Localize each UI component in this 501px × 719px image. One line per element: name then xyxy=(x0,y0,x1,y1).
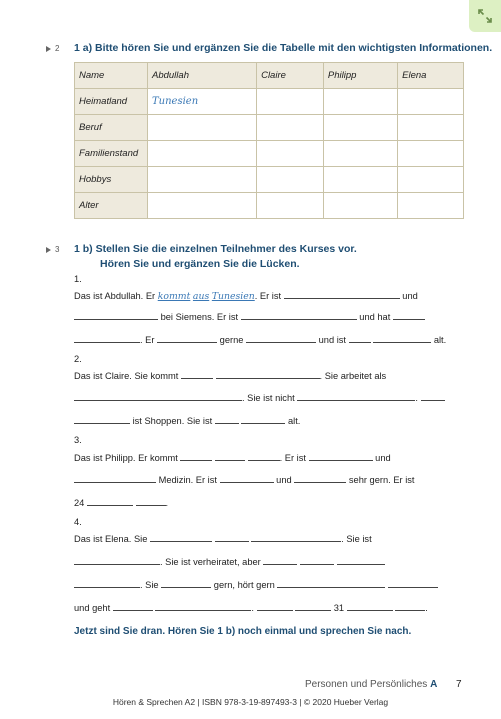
answer-blank[interactable] xyxy=(373,332,431,343)
answer-blank[interactable] xyxy=(257,600,293,611)
column-header: Claire xyxy=(257,63,324,89)
row-header: Familienstand xyxy=(75,141,148,167)
paragraph-number: 3. xyxy=(74,435,82,445)
answer-blank[interactable] xyxy=(215,450,245,461)
answer-blank[interactable] xyxy=(347,600,393,611)
row-header: Heimatland xyxy=(75,89,148,115)
table-cell[interactable] xyxy=(257,141,324,167)
audio-track-marker[interactable]: 3 xyxy=(46,245,59,254)
answer-blank[interactable] xyxy=(155,600,251,611)
answer-blank[interactable] xyxy=(393,309,425,320)
table-cell[interactable] xyxy=(148,167,257,193)
answer-blank[interactable] xyxy=(215,413,239,424)
row-header: Alter xyxy=(75,193,148,219)
column-header: Elena xyxy=(398,63,464,89)
answer-blank[interactable] xyxy=(248,450,280,461)
closing-instruction: Jetzt sind Sie dran. Hören Sie 1 b) noch einmal und sprechen Sie nach. xyxy=(74,626,412,637)
answer-blank[interactable] xyxy=(337,554,385,565)
answer-blank[interactable] xyxy=(215,531,249,542)
section-letter: A xyxy=(430,679,438,690)
answer-blank[interactable] xyxy=(113,600,153,611)
exercise-1b-heading: 1 b) Stellen Sie die einzelnen Teilnehmer des Kurses vor. xyxy=(74,243,357,255)
answer-blank[interactable] xyxy=(216,368,320,379)
answer-blank[interactable] xyxy=(136,495,166,506)
answer-blank[interactable] xyxy=(150,531,212,542)
table-row xyxy=(75,89,464,115)
answer-blank[interactable] xyxy=(74,309,158,320)
table-row xyxy=(75,193,464,219)
expand-icon xyxy=(478,9,492,23)
text-line: und geht . 31 . xyxy=(74,600,469,614)
table-cell[interactable] xyxy=(257,89,324,115)
text-line: . Sie gern, hört gern xyxy=(74,577,469,591)
table-cell[interactable] xyxy=(398,115,464,141)
answer-blank[interactable] xyxy=(74,390,242,401)
answer-blank[interactable] xyxy=(395,600,425,611)
answer-blank[interactable] xyxy=(157,332,217,343)
table-cell[interactable] xyxy=(323,167,397,193)
answer-blank[interactable] xyxy=(349,332,371,343)
answer-blank[interactable] xyxy=(241,309,357,320)
answer-blank[interactable] xyxy=(220,472,274,483)
table-cell[interactable] xyxy=(257,115,324,141)
table-cell[interactable] xyxy=(257,193,324,219)
table-row xyxy=(75,167,464,193)
row-header: Hobbys xyxy=(75,167,148,193)
text-line: ist Shoppen. Sie ist alt. xyxy=(74,413,469,427)
answer-blank[interactable] xyxy=(263,554,297,565)
answer-blank[interactable] xyxy=(284,288,400,299)
text-line: Medizin. Er ist und sehr gern. Er ist xyxy=(74,472,469,486)
text-line: bei Siemens. Er ist und hat xyxy=(74,309,469,323)
filled-answer: Tunesien xyxy=(211,291,255,302)
footer-isbn: Hören & Sprechen A2 | ISBN 978-3-19-897493-3 | © 2020 Hueber Verlag xyxy=(112,697,389,707)
table-cell[interactable] xyxy=(323,193,397,219)
answer-blank[interactable] xyxy=(251,531,341,542)
table-cell[interactable] xyxy=(323,115,397,141)
row-header: Beruf xyxy=(75,115,148,141)
text-line: Das ist Philipp. Er kommt . Er ist und xyxy=(74,450,469,464)
answer-blank[interactable] xyxy=(74,472,156,483)
text-line: Das ist Elena. Sie . Sie ist xyxy=(74,531,469,545)
text-line: . Sie ist verheiratet, aber xyxy=(74,554,469,568)
answer-blank[interactable] xyxy=(74,332,140,343)
play-icon xyxy=(46,247,51,253)
answer-blank[interactable] xyxy=(294,472,346,483)
table-cell[interactable] xyxy=(148,193,257,219)
table-header-row xyxy=(75,63,464,89)
answer-blank[interactable] xyxy=(246,332,316,343)
answer-blank[interactable] xyxy=(161,577,211,588)
table-cell[interactable] xyxy=(323,141,397,167)
answer-blank[interactable] xyxy=(87,495,133,506)
table-cell[interactable] xyxy=(398,193,464,219)
paragraph-number: 2. xyxy=(74,354,82,364)
table-cell[interactable] xyxy=(148,141,257,167)
text-line: . Sie ist nicht . xyxy=(74,390,469,404)
paragraph-number: 1. xyxy=(74,274,82,284)
table-row xyxy=(75,115,464,141)
table-cell[interactable] xyxy=(257,167,324,193)
table-row xyxy=(75,141,464,167)
footer-section-title: Personen und Persönliches A xyxy=(305,679,438,690)
answer-blank[interactable] xyxy=(277,577,385,588)
table-cell[interactable] xyxy=(323,89,397,115)
answer-blank[interactable] xyxy=(300,554,334,565)
text-line: . Er gerne und ist alt. xyxy=(74,332,469,346)
answer-blank[interactable] xyxy=(74,413,130,424)
audio-track-marker[interactable]: 2 xyxy=(46,44,59,53)
answer-blank[interactable] xyxy=(297,390,415,401)
exercise-1a-heading: 1 a) Bitte hören Sie und ergänzen Sie die Tabelle mit den wichtigsten Informationen. xyxy=(74,42,493,54)
table-cell[interactable]: Tunesien xyxy=(148,89,257,115)
text-line: Das ist Claire. Sie kommt . Sie arbeitet als xyxy=(74,368,469,382)
table-cell[interactable] xyxy=(398,167,464,193)
answer-blank[interactable] xyxy=(181,368,213,379)
column-header: Name xyxy=(75,63,148,89)
answer-blank[interactable] xyxy=(74,554,160,565)
table-cell[interactable] xyxy=(148,115,257,141)
column-header: Philipp xyxy=(323,63,397,89)
expand-button[interactable] xyxy=(469,0,501,32)
filled-answer: aus xyxy=(192,291,210,302)
page-number: 7 xyxy=(456,679,462,690)
paragraph-number: 4. xyxy=(74,517,82,527)
exercise-1b-subheading: Hören Sie und ergänzen Sie die Lücken. xyxy=(100,258,300,270)
answer-blank[interactable] xyxy=(309,450,373,461)
answer-blank[interactable] xyxy=(74,577,140,588)
column-header: Abdullah xyxy=(148,63,257,89)
answer-blank[interactable] xyxy=(421,390,445,401)
info-table xyxy=(74,62,464,219)
filled-answer: kommt xyxy=(157,291,191,302)
play-icon xyxy=(46,46,51,52)
answer-blank[interactable] xyxy=(295,600,331,611)
answer-blank[interactable] xyxy=(180,450,212,461)
text-line: 24 . xyxy=(74,495,469,509)
text-line: Das ist Abdullah. Er kommt aus Tunesien. Er ist und xyxy=(74,288,469,303)
table-cell[interactable] xyxy=(398,141,464,167)
answer-blank[interactable] xyxy=(388,577,438,588)
table-cell[interactable] xyxy=(398,89,464,115)
answer-blank[interactable] xyxy=(241,413,285,424)
